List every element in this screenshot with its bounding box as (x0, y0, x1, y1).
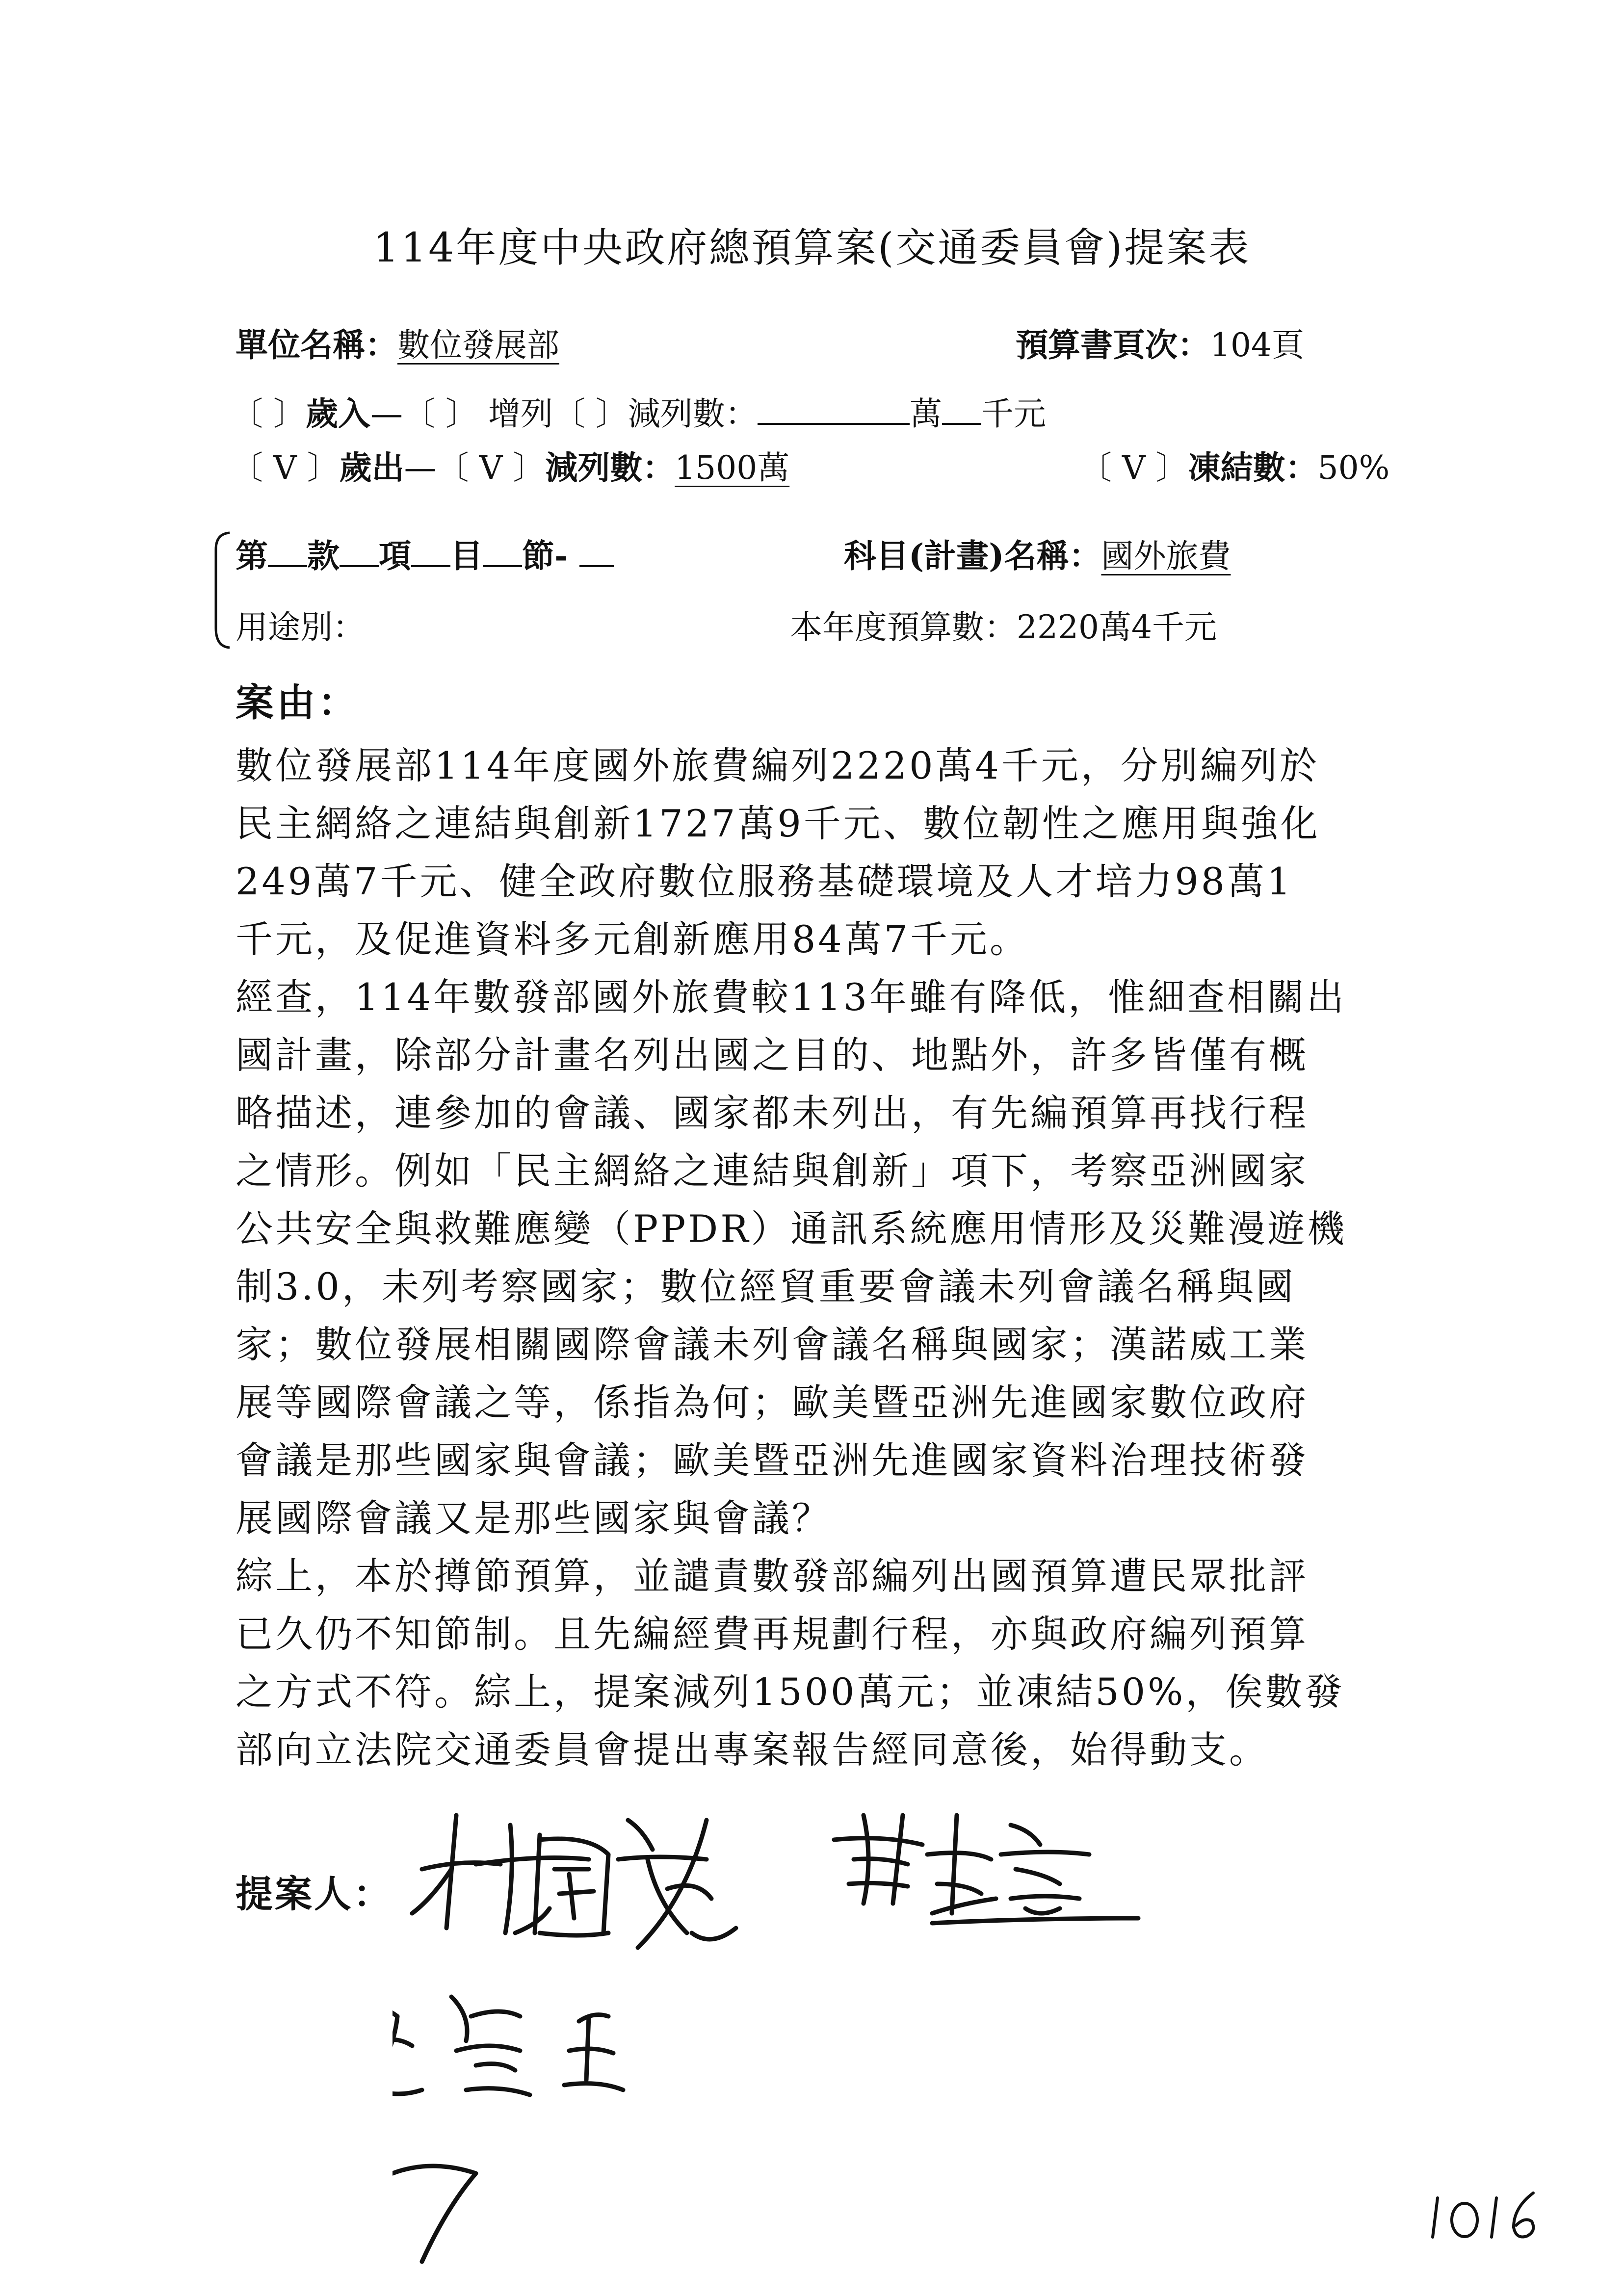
expense-label: 歲出 (339, 448, 404, 487)
reason-line: 經查，114年數發部國外旅費較113年雖有降低，惟細查相關出 (236, 975, 1347, 1019)
xiang-blank (340, 537, 379, 567)
item-jie: 節- (522, 537, 568, 575)
unit-label: 單位名稱： (236, 326, 397, 364)
item-mu: 目 (450, 537, 483, 575)
annual-budget: 本年度預算數：2220萬4千元 (790, 608, 1217, 646)
reason-heading: 案由： (236, 680, 360, 725)
item-di: 第 (236, 537, 268, 575)
revenue-amount-blank (758, 394, 910, 425)
revenue-increase: 〔 〕 增列 (402, 395, 553, 433)
unit-row (236, 319, 559, 365)
item-xiang: 項 (379, 537, 411, 575)
subject-row (844, 530, 1231, 576)
jie-blank (483, 537, 522, 567)
freeze-checkbox: 〔 V 〕 (1079, 449, 1188, 487)
revenue-label: 歲入 (305, 394, 370, 433)
page-value: 104頁 (1210, 326, 1304, 364)
item-line (236, 530, 614, 576)
reason-line: 會議是那些國家與會議；歐美暨亞洲先進國家資料治理技術發 (236, 1438, 1309, 1482)
reason-line: 之方式不符。綜上，提案減列1500萬元；並凍結50%，俟數發 (236, 1670, 1345, 1714)
reason-line: 略描述，連參加的會議、國家都未列出，有先編預算再找行程 (236, 1091, 1309, 1135)
revenue-line (231, 388, 1046, 434)
reason-line: 部向立法院交通委員會提出專案報告經同意後，始得動支。 (236, 1728, 1269, 1772)
left-brace (212, 530, 232, 651)
page-ref-row (1016, 319, 1304, 365)
unit-value: 數位發展部 (397, 326, 559, 364)
reason-line: 已久仍不知節制。且先編經費再規劃行程，亦與政府編列預算 (236, 1612, 1309, 1656)
expense-line (231, 442, 789, 488)
reason-line: 249萬7千元、健全政府數位服務基礎環境及人才培力98萬1 (236, 860, 1293, 903)
kuan-blank (268, 537, 307, 567)
freeze-value: 50% (1317, 449, 1390, 487)
expense-checkbox: 〔 V 〕 (231, 449, 340, 487)
reason-line: 展國際會議又是那些國家與會議？ (236, 1496, 832, 1540)
reason-line: 民主網絡之連結與創新1727萬9千元、數位韌性之應用與強化 (236, 802, 1320, 845)
reason-line: 家；數位發展相關國際會議未列會議名稱與國家；漢諾威工業 (236, 1323, 1309, 1366)
revenue-dash: — (370, 395, 403, 433)
mu-blank (411, 537, 450, 567)
reason-line: 國計畫，除部分計畫名列出國之目的、地點外，許多皆僅有概 (236, 1033, 1309, 1077)
revenue-thousand-blank (942, 394, 981, 425)
reason-line: 展等國際會議之等，係指為何；歐美暨亞洲先進國家數位政府 (236, 1381, 1309, 1424)
page-number-handwritten (1423, 2178, 1550, 2247)
reason-line: 綜上，本於撙節預算，並譴責數發部編列出國預算遭民眾批評 (236, 1554, 1309, 1598)
proposer-label: 提案人： (236, 1872, 393, 1916)
page-label: 預算書頁次： (1016, 326, 1210, 364)
revenue-qian: 千元 (981, 395, 1046, 433)
reason-line: 數位發展部114年度國外旅費編列2220萬4千元，分別編列於 (236, 744, 1319, 787)
reason-line: 制3.0，未列考察國家；數位經貿重要會議未列會議名稱與國 (236, 1265, 1296, 1308)
use-label: 用途別： (236, 608, 365, 646)
expense-decrease-label: 減列數： (545, 448, 675, 487)
reason-line: 公共安全與救難應變（PPDR）通訊系統應用情形及災難漫遊機 (236, 1207, 1347, 1251)
revenue-checkbox: 〔 〕 (231, 395, 306, 433)
handwritten-signatures (393, 1786, 1178, 2276)
form-title: 114年度中央政府總預算案(交通委員會)提案表 (373, 225, 1251, 271)
subject-value: 國外旅費 (1101, 537, 1231, 575)
subject-label: 科目(計畫)名稱： (844, 537, 1101, 575)
sub-blank (579, 537, 614, 567)
reason-line: 之情形。例如「民主網絡之連結與創新」項下，考察亞洲國家 (236, 1149, 1309, 1193)
reason-line: 千元，及促進資料多元創新應用84萬7千元。 (236, 917, 1030, 961)
expense-dash: — (404, 449, 437, 487)
expense-decrease-value: 1500萬 (675, 449, 790, 487)
freeze-row (1079, 442, 1389, 488)
item-kuan: 款 (307, 537, 340, 575)
revenue-wan: 萬 (909, 395, 942, 433)
revenue-decrease: 〔 〕減列數： (552, 395, 758, 433)
freeze-label: 凍結數： (1188, 448, 1318, 487)
expense-decrease-checkbox: 〔 V 〕 (436, 449, 546, 487)
